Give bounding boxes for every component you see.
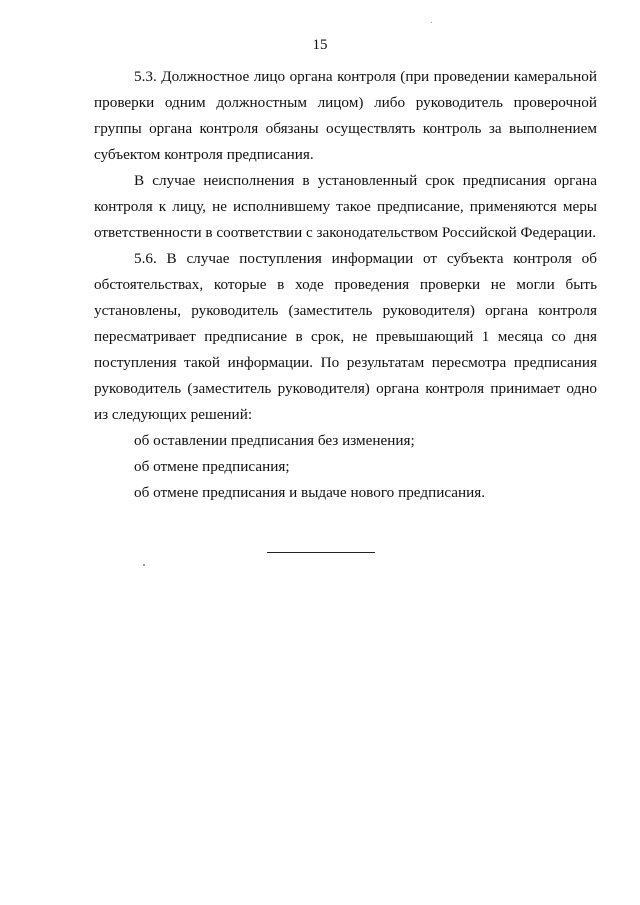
decision-option-keep: об оставлении предписания без изменения; [134,432,415,449]
scan-speck [431,22,432,23]
paragraph-5-6: 5.6. В случае поступления информации от субъекта контроля об обстоятельствах, которые в ходе проведения проверки не могли быть установлены, руководитель (заместитель руководителя) органа контроля пересматривает предписание в срок, не превышающий 1 месяца со дня поступления такой информации. По результатам пересмотра предписания руководитель (заместитель руководителя) органа контроля принимает одно из следующих решений: [94,250,597,423]
paragraph-5-3: 5.3. Должностное лицо органа контроля (при проведении камеральной проверки одним должностным лицом) либо руководитель проверочной группы органа контроля обязаны осуществлять контроль за выполнением субъектом контроля предписания. [94,68,597,163]
decision-option-cancel: об отмене предписания; [134,458,290,475]
end-of-text-rule [267,552,375,553]
scan-speck [143,564,145,566]
page-number: 15 [312,37,328,53]
document-body [94,64,597,506]
paragraph-non-fulfillment: В случае неисполнения в установленный срок предписания органа контроля к лицу, не исполнившему такое предписание, применяются меры ответственности в соответствии с законодательством Российской Федерации. [94,172,597,241]
decision-option-cancel-and-reissue: об отмене предписания и выдаче нового предписания. [134,484,486,501]
